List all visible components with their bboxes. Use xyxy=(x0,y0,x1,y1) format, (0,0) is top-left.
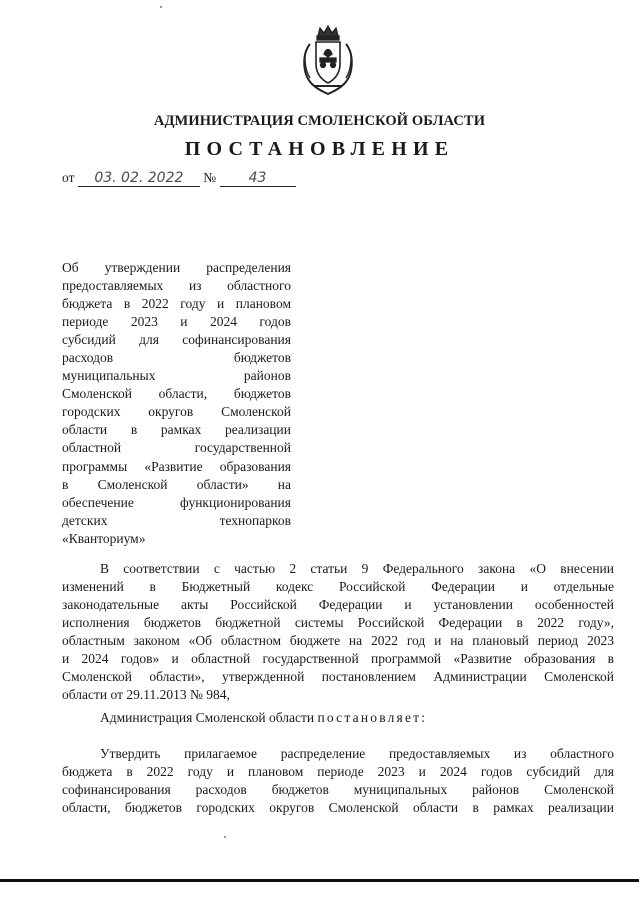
decision-paragraph xyxy=(62,745,614,817)
document-type-title: ПОСТАНОВЛЕНИЕ xyxy=(184,138,455,160)
preamble-paragraph xyxy=(62,560,614,704)
paragraph-line: области от 29.11.2013 № 984, xyxy=(62,687,230,703)
subject-line: Смоленской области, бюджетов xyxy=(62,386,291,402)
subject-line: расходов бюджетов xyxy=(62,350,291,366)
subject-line: в Смоленской области» на xyxy=(62,476,291,492)
subject-line: бюджета в 2022 году и плановом xyxy=(62,296,291,312)
scan-speck xyxy=(224,836,226,838)
subject-line: программы «Развитие образования xyxy=(62,458,291,474)
subject-block xyxy=(62,259,291,548)
date-number-line xyxy=(62,170,296,187)
subject-line: периоде 2023 и 2024 годов xyxy=(62,314,291,330)
paragraph-line xyxy=(62,709,614,727)
subject-line: областной государственной xyxy=(62,440,291,456)
resolution-clause xyxy=(62,709,614,727)
number-prefix: № xyxy=(203,170,217,185)
subject-line: предоставляемых из областного xyxy=(62,278,291,294)
paragraph-line: и 2024 годов» и областной государственной программой «Развитие образования в xyxy=(62,651,614,667)
subject-line: городских округов Смоленской xyxy=(62,404,291,420)
paragraph-line: Утвердить прилагаемое распределение предоставляемых из областного xyxy=(100,746,614,761)
paragraph-line: области, бюджетов городских округов Смоленской области в рамках реализации xyxy=(62,800,614,816)
date-field: 03. 02. 2022 xyxy=(78,170,200,187)
subject-line: «Кванториум» xyxy=(62,530,146,546)
paragraph-line: исполнения бюджетов бюджетной системы Российской Федерации в 2022 году», xyxy=(62,615,614,631)
paragraph-line: бюджета в 2022 году и плановом периоде 2023 и 2024 годов субсидий для xyxy=(62,764,614,780)
subject-line: субсидий для софинансирования xyxy=(62,332,291,348)
subject-line: обеспечение функционирования xyxy=(62,494,291,510)
resolution-lead: Администрация Смоленской области xyxy=(100,710,315,725)
paragraph-line: изменений в Бюджетный кодекс Российской Федерации и отдельные xyxy=(62,579,614,595)
date-prefix: от xyxy=(62,170,75,185)
paragraph-line: В соответствии с частью 2 статьи 9 Федерального закона «О внесении xyxy=(100,561,614,576)
paragraph-line: Смоленской области», утвержденной постановлением Администрации Смоленской xyxy=(62,669,614,685)
subject-line: детских технопарков xyxy=(62,512,291,528)
paragraph-line: софинансирования расходов бюджетов муниципальных районов Смоленской xyxy=(62,782,614,798)
resolution-verb: постановляет: xyxy=(317,710,428,725)
paragraph-line: законодательные акты Российской Федерации и установлении особенностей xyxy=(62,597,614,613)
page-bottom-edge xyxy=(0,879,639,882)
organization-title: АДМИНИСТРАЦИЯ СМОЛЕНСКОЙ ОБЛАСТИ xyxy=(153,113,486,129)
subject-line: муниципальных районов xyxy=(62,368,291,384)
scan-speck xyxy=(160,6,162,8)
paragraph-line: областным законом «Об областном бюджете на 2022 год и на плановый период 2023 xyxy=(62,633,614,649)
subject-line: области в рамках реализации xyxy=(62,422,291,438)
subject-line: Об утверждении распределения xyxy=(62,260,291,275)
coat-of-arms-icon xyxy=(296,24,360,96)
number-field: 43 xyxy=(220,170,296,187)
